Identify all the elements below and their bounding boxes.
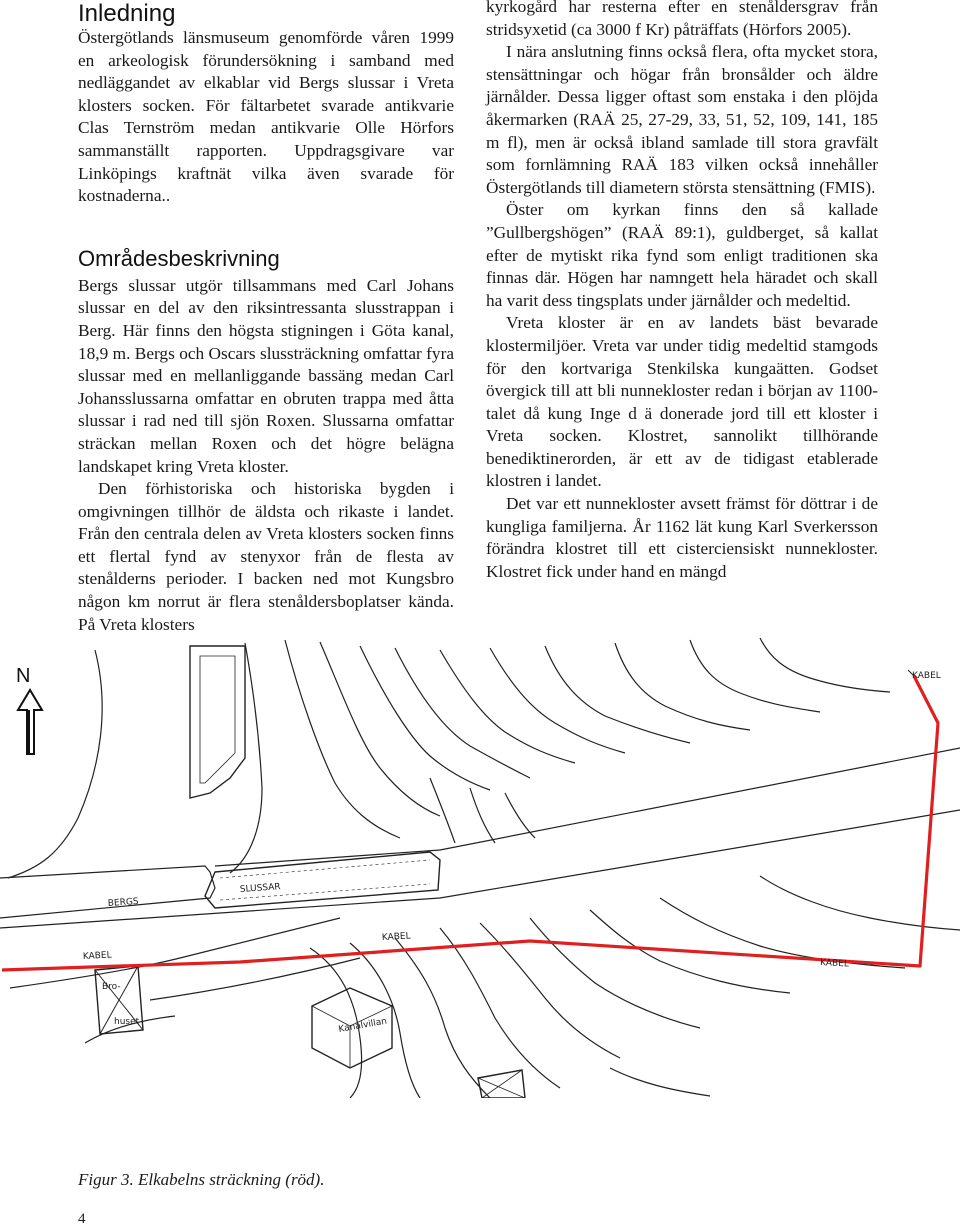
north-label: N [16, 665, 31, 687]
map-label-kabel-2: KABEL [381, 931, 411, 943]
map-label-kanalvillan: Kanalvillan [337, 1016, 388, 1035]
map-label-bro: Bro- [102, 982, 121, 992]
right-column [486, 0, 878, 583]
right-paragraph-5: Det var ett nunnekloster avsett främst för döttrar i de kungliga familjerna. År 1162 lät kung Karl Sverkersson förändra klostret till ett cisterciensiskt nunnekloster. Klostret fick under hand en mängd [486, 494, 878, 581]
area-heading: Områdesbeskrivning [78, 245, 280, 271]
right-paragraph-4: Vreta kloster är en av landets bäst bevarade klostermiljöer. Vreta var under tidig medeltid stamgods för den kortvariga Stenkilska kungaätten. Godset övergick till att bli nunnekloster redan i början av 1100-talet då kung Inge d ä donerade jord till ett kloster i Vreta socken. Klostret, sannolikt tillhörande benediktinerorden, är ett av de tidigast etablerade klostren i landet. [486, 313, 878, 491]
intro-heading: Inledning [78, 0, 176, 27]
left-column [78, 0, 454, 636]
cable-route [2, 676, 938, 970]
map-label-kabel-3: KABEL [819, 958, 850, 970]
page-number: 4 [78, 1211, 86, 1227]
area-paragraph-2: Den förhistoriska och historiska bygden i omgivningen tillhör de äldsta och rikaste i landet. Från den centrala delen av Vreta klosters socken finns ett flertal fynd av stenyxor från de flesta av stenålderns perioder. I backen ned mot Kungsbro någon km norrut är flera stenåldersboplatser kända. På Vreta klosters [78, 479, 454, 634]
map-label-kabel-4: KABEL [912, 671, 941, 681]
map-label-bergs: BERGS [107, 896, 139, 909]
right-paragraph-2: I nära anslutning finns också flera, ofta mycket stora, stensättningar och högar från bronsålder och äldre järnålder. Dessa ligger oftast som enstaka i den plöjda åkermarken (RAÄ 25, 27-29, 33, 51, 52, 109, 141, 185 m fl), men är också ibland samlade till stora gravfält som fornlämning RAÄ 183 vilken också innehåller Östergötlands till diametern största stensättning (FMIS). [486, 42, 878, 197]
north-arrow-icon [16, 665, 42, 754]
map-label-huset: huset [114, 1017, 140, 1027]
right-paragraph-1: kyrkogård har resterna efter en stenåldersgrav från stridsyxetid (ca 3000 f Kr) påträffats (Hörfors 2005). [486, 0, 878, 39]
figure-caption: Figur 3. Elkabelns sträckning (röd). [78, 1170, 325, 1189]
area-paragraph-1: Bergs slussar utgör tillsammans med Carl Johans slussar en del av den riksintressanta slusstrappan i Berg. Här finns den högsta stigningen i Göta kanal, 18,9 m. Bergs och Oscars slussträckning omfattar fyra slussar med en mellanliggande bassäng medan Carl Johansslussarna omfattar en obruten trappa med åtta slussar i rad ned till sjön Roxen. Slussarna omfattar sträckan mellan Roxen och det högre belägna landskapet kring Vreta kloster. [78, 275, 454, 476]
intro-paragraph: Östergötlands länsmuseum genomförde våren 1999 en arkeologisk förundersökning i samband med nedläggandet av elkablar vid Bergs slussar i Vreta klosters socken. För fältarbetet svarade antikvarie Clas Ternström medan antikvarie Olle Hörfors sammanställt rapporten. Uppdragsgivare var Linköpings kraftnät vilka även svarade för kostnaderna.. [78, 28, 454, 206]
site-map [0, 628, 960, 1098]
map-label-slussar: SLUSSAR [239, 882, 281, 895]
map-label-kabel-1: KABEL [82, 950, 112, 962]
right-paragraph-3: Öster om kyrkan finns den så kallade ”Gullbergshögen” (RAÄ 89:1), guldberget, så kallat efter de mytiskt rika fynd som enligt traditionen ska finnas där. Högen har namngett hela häradet och skall ha varit dess tingsplats under järnålder och medeltid. [486, 200, 878, 310]
